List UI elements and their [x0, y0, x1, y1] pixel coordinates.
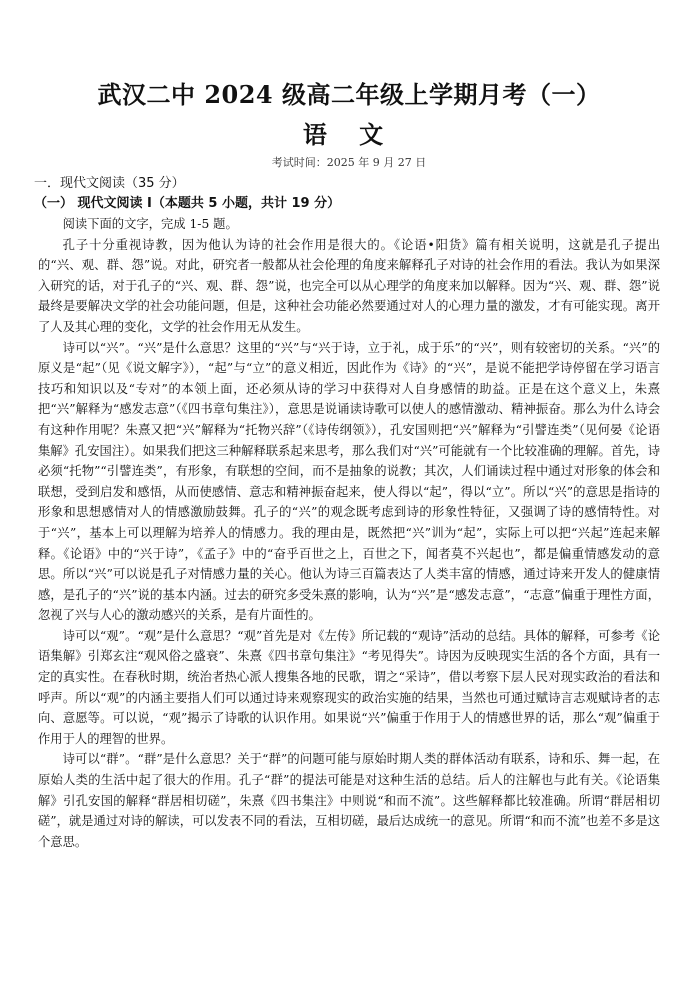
- exam-title: 武汉二中 2024 级高二年级上学期月考（一）: [97, 80, 601, 109]
- paragraph-intro: 孔子十分重视诗教，因为他认为诗的社会作用是很大的。《论语•阳货》篇有相关说明，这就是孔子提出的“兴、观、群、怨”说。对此，研究者一般都从社会伦理的角度来解释孔子对诗的社会作用的看法。我认为如果深入研究的话，对于孔子的“兴、观、群、怨”说，也完全可以从心理学的角度来加以解释。因为“兴、观、群、怨”说最终是要解决文学的社会功能问题，但是，这种社会功能必然要通过对人的心理力量的激发，才有可能实现。离开了人及其心理的变化，文学的社会作用无从发生。: [38, 237, 660, 334]
- paragraph-qun: 诗可以“群”。“群”是什么意思？关于“群”的问题可能与原始时期人类的群体活动有联系，诗和乐、舞一起，在原始人类的生活中起了很大的作用。孔子“群”的提法可能是对这种生活的总结。后人的注解也与此有关。《论语集解》引孔安国的解释“群居相切磋”，朱熹《四书集注》中则说“和而不流”。这些解释都比较准确。所谓“群居相切磋”，就是通过对诗的解读，可以发表不同的看法，互相切磋，最后达成统一的意见。所谓“和而不流”也差不多是这个意思。: [38, 752, 660, 849]
- paragraph-xing: 诗可以“兴”。“兴”是什么意思？这里的“兴”与“兴于诗，立于礼，成于乐”的“兴”，则有较密切的关系。“兴”的原义是“起”（见《说文解字》），“起”与“立”的意义相近，因此作为《诗》的“兴”，是说不能把学诗停留在学习语言技巧和知识以及“专对”的本领上面，还必须从诗的学习中获得对人自身感情的助益。正是在这个意义上，朱熹把“兴”解释为“感发志意”（《四书章句集注》），意思是说诵读诗歌可以使人的感情激动、精神振奋。那么为什么诗会有这种作用呢？朱熹又把“兴”解释为“托物兴辞”（《诗传纲领》），孔安国则把“兴”解释为“引譬连类”（见何晏《论语集解》孔安国注）。如果我们把这三种解释联系起来思考，那么我们对“兴”可能就有一个比较准确的理解。首先，诗必须“托物”“引譬连类”，有形象，有联想的空间，而不是抽象的说教；其次，人们诵读过程中通过对形象的体会和联想，受到启发和感悟，从而使感情、意志和精神振奋起来，使人得以“起”，得以“立”。所以“兴”的意思是指诗的形象和思想感情对人的情感激励鼓舞。孔子的“兴”的观念既考虑到诗的形象性特征，又强调了诗的感情特性。对于“兴”，基本上可以理解为培养人的情感力。我的理由是，既然把“兴”训为“起”，实际上可以把“兴起”连起来解释。《论语》中的“兴于诗”，《孟子》中的“奋乎百世之上，百世之下，闻者莫不兴起也”，都是偏重情感发动的意思。所以“兴”可以说是孔子对情感力量的关心。他认为诗三百篇表达了人类丰富的情感，通过诗来开发人的健康情感，是孔子的“兴”说的基本内涵。过去的研究多受朱熹的影响，认为“兴”是“感发志意”，“志意”偏重于理性方面，忽视了兴与人心的激动感兴的关系，是有片面性的。: [38, 340, 660, 623]
- reading-instruction: 阅读下面的文字，完成 1-5 题。: [62, 217, 238, 231]
- paragraph-guan: 诗可以“观”。“观”是什么意思？“观”首先是对《左传》所记载的“观诗”活动的总结。具体的解释，可参考《论语集解》引郑玄注“观风俗之盛衰”、朱熹《四书章句集注》“考见得失”。诗因为反映现实生活的各个方面，具有一定的真实性。在春秋时期，统治者热心派人搜集各地的民歌，谓之“采诗”，借以考察下层人民对现实政治的看法和呼声。所以“观”的内涵主要指人们可以通过诗来观察现实的政治实施的结果，当然也可通过赋诗言志观赋诗者的志向、意愿等。可以说，“观”揭示了诗歌的认识作用。如果说“兴”偏重于作用于人的情感世界的话，那么“观”偏重于作用于人的理智的世界。: [38, 628, 660, 746]
- exam-time: 考试时间：2025 年 9 月 27 日: [271, 156, 427, 169]
- section-heading: 一．现代文阅读（35 分）: [34, 176, 185, 191]
- subject-title: 语 文: [302, 120, 396, 149]
- subsection-heading: （一） 现代文阅读 I（本题共 5 小题，共计 19 分）: [34, 196, 341, 211]
